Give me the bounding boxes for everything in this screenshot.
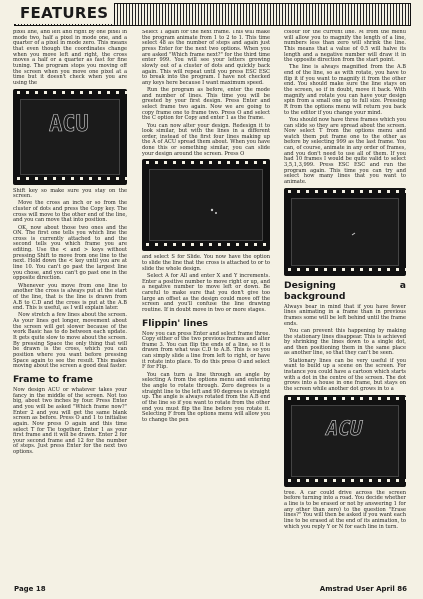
subheading: Flippin' lines [142,317,208,329]
paragraph: Always bear in mind that if you have fewer lines animating in a frame than in previous frames some will be left behind until the frame ends. [284,303,406,327]
paragraph: Now you can press Enter and select frame three. Copy either of the two previous frames and alter frame 3. You can flip the ends of a line, so it is drawn from what was C.D to A.B. This is so you can simply slide a line from left to right, or have it rotate into place. To do this press O and select F for Flip. [142,330,270,371]
paragraph: Now stretch a few lines about the screen. As your lines get longer, movement about the screen will get slower because of the work Basic has to do between each update. It gets quite slow to move about the screen. By pressing Space the only thing that will be drawn is the cross, which you can position where you want before pressing Space again to see the result. This makes moving about the screen a good deal faster. [13,312,127,370]
paragraph: OK, now about those two ones and the ON. The first one tells you which line the cross is currently attached to and the second tells you which frame you are editing. Use the < and > keys without pressing Shift to move from one line to the next. Hold down the < key until you are at line 10. You can't go past the largest line you chose, and you can't go past one in the opposite direction. [13,224,127,282]
paragraph: You can prevent this happening by making the stationary lines disappear. This is achieved by shrinking the lines down to a single dot, and then positioning them in the same place as another line, so that they can't be seen. [284,327,406,357]
section-header-bar [14,3,411,26]
subheading: Frame to frame [13,373,93,385]
paragraph: Stationary lines can be very useful if you want to build up a scene on the screen. For instance you could have a cartoon which starts with a dot in the centre of the screen. The dot grows into a house in one frame, but stays on the screen while another dot grows in to a [284,357,406,392]
publication-name: Amstrad User April 86 [319,585,407,593]
paragraph: pixel line, and left and right by one pixel in mode two, half a pixel in mode one, and a quarter of a pixel in mode zero. This means that even though the coordinates change when you move left and right, the cross moves a half or a quarter as fast for fine tuning. The program stops you moving off the screen when you move one pixel at a time but it doesn't check when you are using the [13,30,127,86]
paragraph: Whenever you move from one line to another the cross is always put at the start of the line, that is the line is drawn from A.B to C.D and the cross is put at the A.B end. This is useful, as I will explain later. [13,282,127,312]
paragraph: and select S for Slide. You now have the option to slide the line that the cross is attached to or to slide the whole design. [142,254,270,272]
screen-figure-2 [142,159,270,251]
paragraph: The line is always magnified from the A.B end of the line, so as with rotate, you have to flip it if you want to magnify it from the other end. You should make sure the line stays on the screen, so if in doubt, move it back. With magnify and rotate you can have your design spin from a small one up to full size. Pressing R from the options menu will return you back to the editor if you change your mind. [284,64,406,116]
paragraph: colour for the current line. M from the menu will allow you to magnify the length of a line, numbers less than zero will shrink the line. This means that a value of 0.5 will halve its length and a negative number will draw it in the opposite direction from the start point. [284,30,406,64]
figure-sketch [292,199,398,265]
paragraph: Now design ACU or whatever takes your fancy in the middle of the screen. Not too big, about two inches by four. Press Enter and you will be asked "Which frame now?" Enter 2 and you will get the same blank screen as before. Press O and 1 to initialise again. Now press O again and this time select T for Tie together. Enter 1 as your first frame and it will be drawn. Enter 2 for your second frame and 12 for the number of steps. Just press Enter for the next two options. [13,386,127,456]
paragraph: Run the program as before, enter the mode and number of lines. This time you will be greeted by your first design. Press Enter and select frame two again. Now we are going to copy frame one to frame two. Press O and select the C option for Copy and enter 1 as the frame. [142,87,270,122]
paragraph: Select 1 again for the next frame. This will make the program animate from 1 to 2 to 1. This time select 48 as the number of steps and again just press Enter for the next two options. When you are asked "Which frame next?" for the third time enter 999. You will see your letters growing slowly out of a cluster of dots and quickly back again. This will repeat until you press ESC ESC to break into the program. I have not checked any keys here because I want maximum speed. [142,30,270,86]
column-3 [284,30,406,588]
paragraph: tree. A car could drive across the screen before turning into a road. You decide whether a line is to be erased or not by answering 1 for any other than zero) to the question "Erase lines?" You will then be asked if you want each line to be erased at the end of its animation, to which you reply Y or N for each line in turn. [284,489,406,530]
paragraph: You can now alter your design. Redesign it to look similar, but with the lines in a different order, instead of the first four lines making up the A of ACU spread them about. When you have done this or something similar, you can slide your design around the screen. Press O [142,122,270,157]
figure-lettering: ACU [49,111,89,137]
paragraph: Move the cross an inch or so from the cluster of dots and press the Copy key. The cross will move to the other end of the line, and you can move that into position. [13,200,127,224]
figure-lettering: ACU [323,415,365,440]
figure-sketch [150,170,262,240]
screen-figure-4 [284,395,406,487]
screen-figure-3 [284,188,406,276]
paragraph: You can turn a line through an angle by selecting A from the options menu and entering the angle to rotate through. Zero degrees is a straight line to the left and 90 degrees is straight up. The angle is always rotated from the A.B end of the line so if you want to rotate from the other end you must flip the line before you rotate it. Selecting F from the options menu will allow you to change the pen [142,371,270,423]
column-2 [142,30,270,588]
column-1 [13,30,127,588]
screen-figure-1 [13,89,127,185]
page-number: Page 18 [14,585,46,593]
paragraph: Select A for All and enter X and Y increments. Enter a positive number to move right or up, and a negative number to move left or down. Be careful to make sure that you don't give too large an offset as the design could move off the screen and you'll confuse the line drawing routine. If in doubt move in two or more stages. [142,272,270,313]
subheading: Designing a background [284,279,406,302]
paragraph: Shift key so make sure you stay on the screen. [13,187,127,200]
paragraph: You should now have three frames which you can slide so they are spread about the screen. Now select T from the options menu and watch them put frame one to the other as before by selecting 999 as the last frame. You can, of course, animate in any order of frames, and you don't need to use all of them. If you had 10 frames I would be quite valid to select 3,5,1,3,999. Press ESC ESC and run the program again. This time you can try and select how many lines that you want to animate. [284,116,406,186]
section-title: FEATURES [14,3,115,24]
